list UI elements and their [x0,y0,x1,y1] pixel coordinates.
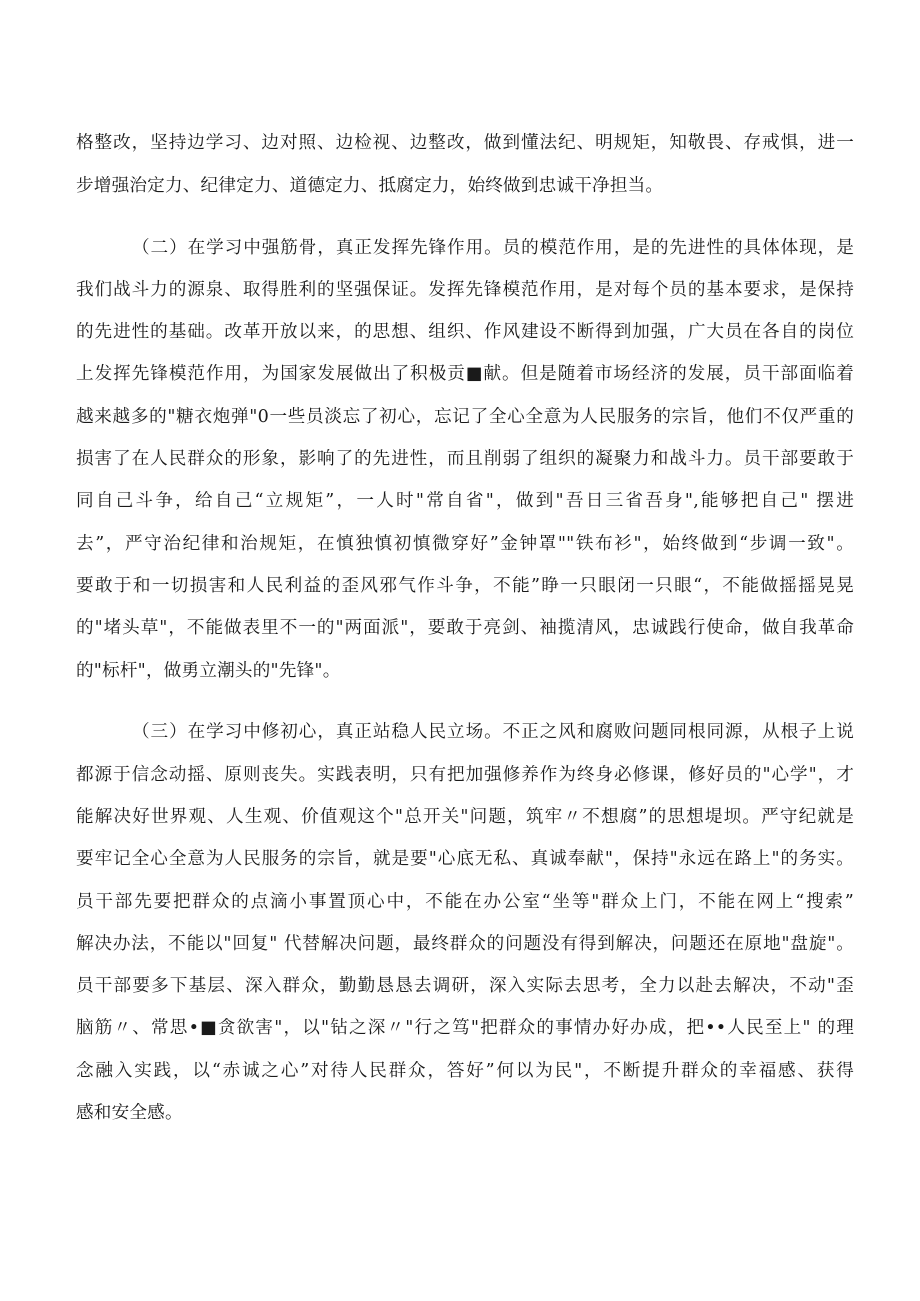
paragraph-line: 脑筋〃、常思•■贪欲害"，以"钻之深〃"行之笃"把群众的事情办好办成，把••人民至上" 的理 [76,1018,854,1038]
paragraph-line: 的先进性的基础。改革开放以来，的思想、组织、作风建设不断得到加强，广大员在各自的岗位 [76,322,854,342]
paragraph-line: 念融入实践，以“赤诚之心”对待人民群众，答好”何以为民"，不断提升群众的幸福感、获得 [76,1061,854,1081]
paragraph-line: （三）在学习中修初心，真正站稳人民立场。不正之风和腐败问题同根同源，从根子上说 [132,722,854,742]
paragraph-line: 要敢于和一切损害和人民利益的歪风邪气作斗争，不能”睁一只眼闭一只眼“，不能做摇摇晃晃 [76,576,854,596]
paragraph-line: 员干部要多下基层、深入群众，勤勤恳恳去调研，深入实际去思考，全力以赴去解决，不动"歪 [76,976,854,996]
paragraph-line: 越来越多的"糖衣炮弹"0一些员淡忘了初心，忘记了全心全意为人民服务的宗旨，他们不仅严重的 [76,407,854,427]
paragraph-line: 都源于信念动摇、原则丧失。实践表明，只有把加强修养作为终身必修课，修好员的"心学"，才 [76,765,854,785]
paragraph-line: 损害了在人民群众的形象，影响了的先进性，而且削弱了组织的凝聚力和战斗力。员干部要敢于 [76,449,854,469]
paragraph-line: 上发挥先锋模范作用，为国家发展做出了积极贡■献。但是随着市场经济的发展，员干部面临着 [76,364,854,384]
paragraph-line: 解决办法，不能以"回复" 代替解决问题，最终群众的问题没有得到解决，问题还在原地"盘旋"。 [76,934,854,954]
paragraph-line: 我们战斗力的源泉、取得胜利的坚强保证。发挥先锋模范作用，是对每个员的基本要求，是保持 [76,280,854,300]
paragraph-line: 的"标杆"，做勇立潮头的"先锋"。 [76,661,341,681]
paragraph-line: 的"堵头草"，不能做表里不一的"两面派"，要敢于亮剑、袖揽清风，忠诚践行使命，做自我革命 [76,618,854,638]
paragraph-line: 感和安全感。 [76,1103,183,1123]
paragraph-line: 格整改，坚持边学习、边对照、边检视、边整改，做到懂法纪、明规矩，知敬畏、存戒惧，进一 [76,133,854,153]
paragraph-line: （二）在学习中强筋骨，真正发挥先锋作用。员的模范作用，是的先进性的具体体现，是 [132,238,854,258]
paragraph-line: 能解决好世界观、人生观、价值观这个"总开关"问题，筑牢〃不想腐”的思想堤坝。严守纪就是 [76,807,854,827]
paragraph-line: 步增强治定力、纪律定力、道德定力、抵腐定力，始终做到忠诚干净担当。 [76,176,664,196]
paragraph-line: 同自己斗争，给自己“立规矩”，一人时"常自省"，做到"吾日三省吾身",能够把自己" 摆进 [76,491,854,511]
paragraph-line: 去”，严守治纪律和治规矩，在慎独慎初慎微穿好”金钟罩""铁布衫"，始终做到“步调一致"。 [76,534,854,554]
paragraph-line: 要牢记全心全意为人民服务的宗旨，就是要"心底无私、真诚奉献"，保持"永远在路上"的务实。 [76,849,854,869]
paragraph-line: 员干部先要把群众的点滴小事置顶心中，不能在办公室“坐等"群众上门，不能在网上“搜索” [76,892,854,912]
